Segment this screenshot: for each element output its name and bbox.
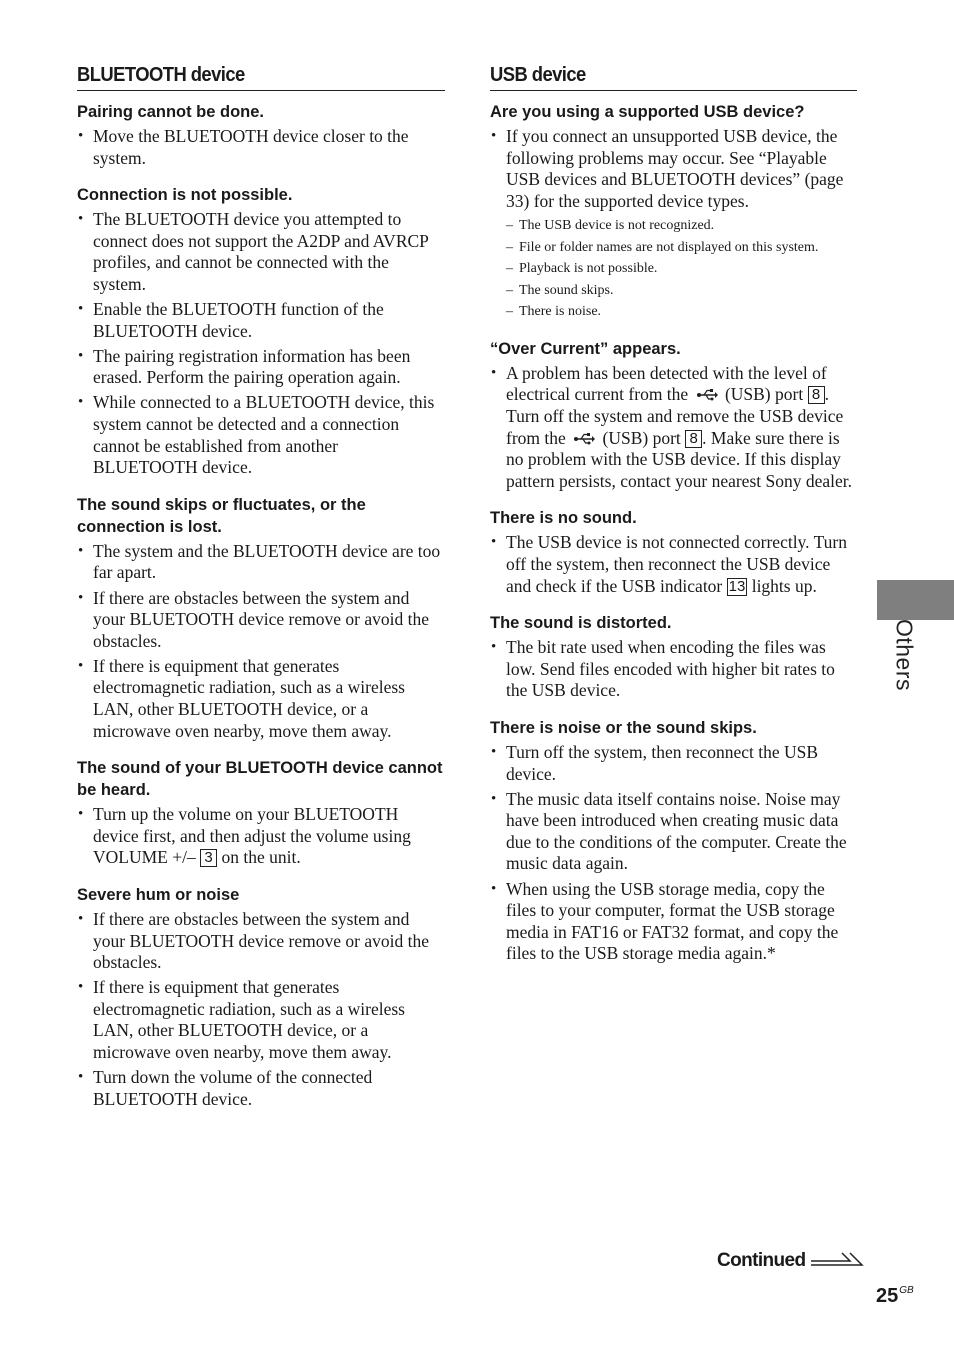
list-item: • If there is equipment that generates electromagnetic radiation, such as a wireless LAN, other BLUETOOTH device, or a microwave oven nearby, move them away. — [78, 977, 405, 1062]
page-number: $25^{GB}$ — [876, 1285, 914, 1307]
section-title-bluetooth: BLUETOOTH device — [77, 64, 245, 86]
topic-pairing — [77, 101, 445, 169]
list-item: • The music data itself contains noise. Noise may have been introduced when creating music data due to the conditions of the computer. Create the music data again. — [491, 788, 847, 874]
bluetooth-section — [77, 60, 445, 1125]
topic-supported-usb — [490, 101, 857, 323]
usb-icon — [696, 389, 718, 401]
topic-noise-skips — [490, 717, 857, 965]
topic-sound-skips — [77, 494, 445, 742]
list-item: • Enable the BLUETOOTH function of the BLUETOOTH device. — [78, 299, 384, 341]
topic-title: Connection is not possible. — [77, 186, 293, 205]
list-item: • A problem has been detected with the level of electrical current from the (USB) port 8 . Turn off the system and remove the USB device from the (USB) port 8 . Make sure there is no problem with the USB device. If this display pattern persists, contact your nearest Sony dealer. — [491, 362, 853, 491]
list-item: • When using the USB storage media, copy the files to your computer, format the USB storage media in FAT16 or FAT32 format, and copy the files to the USB storage media again.* — [491, 878, 839, 964]
topic-sound-distorted — [490, 612, 857, 702]
section-title-usb: USB device — [490, 64, 586, 86]
side-tab-marker — [877, 580, 954, 620]
callout-number: 13 — [728, 577, 746, 595]
list-item: • The BLUETOOTH device you attempted to connect does not support the A2DP and AVRCP profiles, and cannot be connected with the system. — [78, 209, 429, 294]
topic-connection — [77, 184, 445, 479]
list-item: • If there are obstacles between the system and your BLUETOOTH device remove or avoid the obstacles. — [78, 908, 429, 973]
topic-title: Severe hum or noise — [77, 885, 240, 904]
list-item: • If there are obstacles between the system and your BLUETOOTH device remove or avoid the obstacles. — [78, 587, 429, 651]
list-item: • The bit rate used when encoding the files was low. Send files encoded with higher bit rates to the USB device. — [491, 637, 835, 701]
topic-over-current — [490, 338, 857, 493]
continued-arrow-icon — [810, 1251, 864, 1271]
topic-no-sound-bluetooth — [77, 757, 445, 869]
list-item: • If you connect an unsupported USB device, the following problems may occur. See “Playable USB devices and BLUETOOTH devices” (page 33) for the supported device types. – The USB device is not recognized. – File or folder names are not displayed on this system. – Playback is not possible. – The sound skips. – There is noise. — [490, 126, 857, 323]
list-item: • Move the BLUETOOTH device closer to the system. — [78, 126, 409, 168]
section-rule — [77, 90, 445, 91]
callout-number: 3 — [200, 849, 217, 867]
problem-list — [506, 215, 857, 323]
sub-list-item: – There is noise. — [506, 304, 602, 320]
topic-title: The sound of your BLUETOOTH device cannot be heard. — [77, 759, 443, 800]
usb-icon — [573, 433, 595, 445]
sub-list-item: – File or folder names are not displayed on this system. — [506, 239, 819, 255]
callout-number: 8 — [685, 430, 702, 448]
topic-hum-noise — [77, 884, 445, 1110]
list-item: • Turn up the volume on your BLUETOOTH device first, and then adjust the volume using VOLUME +/– 3 on the unit. — [78, 804, 411, 868]
topic-title: The sound is distorted. — [490, 614, 672, 633]
topic-title: Are you using a supported USB device? — [490, 103, 805, 121]
list-item: • The pairing registration information has been erased. Perform the pairing operation again. — [78, 345, 411, 388]
sub-list-item: – Playback is not possible. — [506, 261, 658, 277]
sub-list-item: – The sound skips. — [506, 282, 614, 298]
list-item: • If there is equipment that generates electromagnetic radiation, such as a wireless LAN, other BLUETOOTH device, or a microwave oven nearby, move them away. — [78, 655, 405, 741]
section-rule — [490, 90, 857, 91]
topic-title: There is noise or the sound skips. — [490, 719, 757, 737]
topic-no-sound-usb — [490, 507, 857, 597]
list-item: • Turn off the system, then reconnect the USB device. — [491, 742, 819, 784]
topic-title: Pairing cannot be done. — [77, 103, 265, 121]
list-item: • The USB device is not connected correctly. Turn off the system, then reconnect the USB device and check if the USB indicator 13 lights up. — [491, 532, 848, 596]
topic-title: “Over Current” appears. — [490, 339, 681, 358]
topic-title: There is no sound. — [490, 509, 637, 528]
usb-section — [490, 60, 857, 980]
sub-list-item: – The USB device is not recognized. — [506, 218, 715, 234]
continued-indicator: Continued — [717, 1250, 864, 1272]
callout-number: 8 — [808, 386, 825, 404]
topic-title: The sound skips or fluctuates, or the connection is lost. — [77, 495, 366, 536]
list-item: • The system and the BLUETOOTH device are too far apart. — [78, 540, 441, 583]
list-item: • Turn down the volume of the connected BLUETOOTH device. — [78, 1067, 373, 1109]
list-item: • While connected to a BLUETOOTH device, this system cannot be detected and a connection cannot be established from another BLUETOOTH device. — [78, 392, 435, 478]
